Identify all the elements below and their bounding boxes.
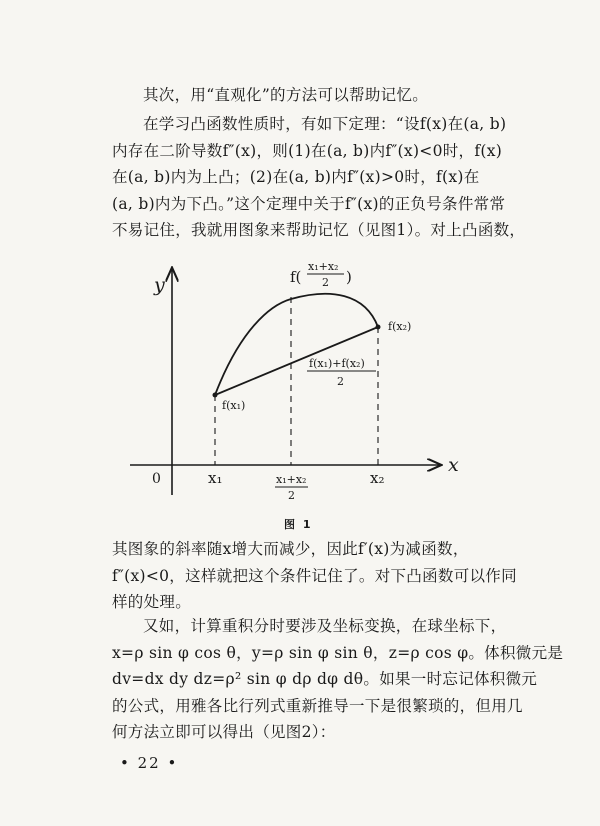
label-f-x2: f(x₂): [388, 320, 412, 333]
point-x1: [213, 393, 218, 398]
text-line: x=ρ sin φ cos θ，y=ρ sin φ sin θ，z=ρ cos φ。体积微元是: [112, 643, 564, 662]
text-line: 其次，用“直观化”的方法可以帮助记忆。: [143, 86, 429, 104]
concave-curve: [215, 294, 378, 395]
text-line: dv=dx dy dz=ρ² sin φ dρ dφ dθ。如果一时忘记体积微元: [112, 670, 538, 688]
label-f-mid-numerator: x₁+x₂: [308, 260, 339, 273]
text-line: 在(a, b)内为上凸；(2)在(a, b)内f″(x)>0时，f(x)在: [112, 168, 480, 186]
label-chord-mid-denominator: 2: [337, 375, 344, 388]
paragraph-theorem: [112, 111, 526, 244]
paragraph-spherical-coordinates: [112, 613, 564, 746]
text-line: 的公式，用雅各比行列式重新推导一下是很繁琐的，但用几: [112, 696, 523, 715]
label-chord-mid-numerator: f(x₁)+f(x₂): [309, 357, 365, 370]
text-line: (a, b)内为下凸。”这个定理中关于f″(x)的正负号条件常常: [112, 194, 506, 213]
text-line: f″(x)<0，这样就把这个条件记住了。对下凸函数可以作同: [112, 566, 517, 585]
figure-concave-function: [130, 255, 460, 505]
x-axis-label: x: [448, 454, 459, 476]
point-x2: [376, 325, 381, 330]
tick-label-mid-denominator: 2: [288, 489, 295, 502]
text-line: 在学习凸函数性质时，有如下定理：“设f(x)在(a, b): [143, 115, 507, 133]
label-f-mid-prefix: f(: [290, 268, 302, 286]
label-f-mid-denominator: 2: [322, 276, 329, 289]
text-line: 何方法立即可以得出（见图2）：: [112, 723, 336, 741]
y-axis-label: y: [154, 274, 165, 296]
paragraph-explanation: [112, 536, 522, 616]
figure-caption: 图 1: [284, 518, 313, 531]
text-line: 内存在二阶导数f″(x)，则(1)在(a, b)内f″(x)<0时，f(x): [112, 141, 503, 160]
label-f-x1: f(x₁): [222, 399, 246, 412]
text-line: 样的处理。: [112, 593, 192, 611]
origin-label: 0: [152, 471, 161, 487]
text-line: 其图象的斜率随x增大而减少，因此f′(x)为减函数，: [112, 540, 469, 558]
tick-label-mid-numerator: x₁+x₂: [276, 473, 307, 486]
label-f-mid-suffix: ): [346, 268, 352, 286]
text-line: 不易记住，我就用图象来帮助记忆（见图1）。对上凸函数，: [112, 221, 526, 239]
text-line: 又如，计算重积分时要涉及坐标变换，在球坐标下，: [143, 617, 507, 635]
page-number: • 22 •: [120, 754, 179, 772]
tick-label-x2: x₂: [370, 469, 385, 487]
tick-label-x1: x₁: [208, 469, 223, 487]
paragraph-intro: [112, 82, 522, 109]
